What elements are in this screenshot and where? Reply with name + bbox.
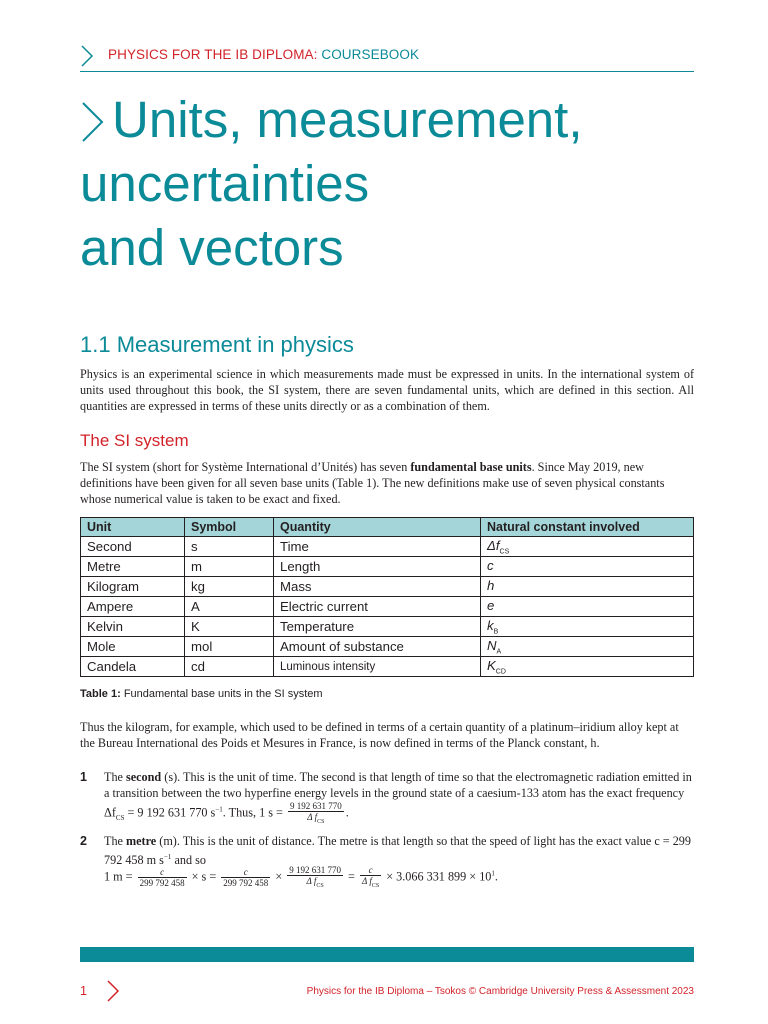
cell-symbol: A xyxy=(185,597,274,617)
col-header-constant: Natural constant involved xyxy=(481,518,694,537)
list-item-body: The metre (m). This is the unit of distance. The metre is that length so that the speed of light has the exact value c = 299 792 458 m $s^{-1}$ and so xyxy=(104,834,691,868)
table-row xyxy=(81,557,694,577)
cell-constant: $N_A$ xyxy=(481,637,694,657)
table-caption: Table 1: Fundamental base units in the SI system xyxy=(80,688,323,700)
cell-quantity: Mass xyxy=(274,577,481,597)
list-item-metre xyxy=(80,833,694,868)
list-number: 2 xyxy=(80,834,87,848)
chapter-title xyxy=(80,88,694,280)
cell-unit: Kelvin xyxy=(81,617,185,637)
cell-quantity: Temperature xyxy=(274,617,481,637)
metre-equation: 1 m = $\frac{c}{299 792 458}$ × s = $\frac{c}{299 792 458}$ × $\frac{9 192 631 770}{\Delta f_{CS}}$ = $\frac{c}{\Delta f_{CS}}$ × 3.066 331 $899 \times 10^1$. xyxy=(104,865,498,889)
fraction: $\frac{c}{299 792 458}$ xyxy=(223,867,269,889)
section-heading: 1.1 Measurement in physics xyxy=(80,332,354,357)
intro-paragraph: Physics is an experimental science in which measurements made must be expressed in units. In the international system of units used throughout this book, the SI system, there are seven fundamental units, which are defined in this section. All quantities are expressed in terms of these units directly or as a combination of them. xyxy=(80,367,694,413)
table-row xyxy=(81,657,694,677)
chapter-title-line-1: Units, measurement, xyxy=(80,88,694,152)
cell-quantity: Length xyxy=(274,557,481,577)
cell-constant: $\Delta f_{CS}$ xyxy=(481,537,694,557)
cell-symbol: s xyxy=(185,537,274,557)
si-system-paragraph: The SI system (short for Système International d’Unités) has seven fundamental base units. Since May 2019, new definitions have been given for all seven base units (Table 1). The new definitions make use of seven physical constants whose numerical value is taken to be exact and fixed. xyxy=(80,460,665,506)
cell-constant: $k_B$ xyxy=(481,617,694,637)
cell-constant: $K_{CD}$ xyxy=(481,657,694,677)
chevron-right-icon xyxy=(106,979,120,1003)
si-units-table xyxy=(80,517,694,677)
si-system-heading: The SI system xyxy=(80,431,189,450)
col-header-quantity: Quantity xyxy=(274,518,481,537)
cell-unit: Candela xyxy=(81,657,185,677)
table-row xyxy=(81,637,694,657)
cell-unit: Ampere xyxy=(81,597,185,617)
fraction: $\frac{c}{299 792 458}$ xyxy=(139,867,185,889)
cell-unit: Metre xyxy=(81,557,185,577)
list-number: 1 xyxy=(80,770,87,784)
col-header-symbol: Symbol xyxy=(185,518,274,537)
chapter-title-line-2: uncertainties xyxy=(80,155,370,212)
footer-bar xyxy=(80,947,694,962)
col-header-unit: Unit xyxy=(81,518,185,537)
table-row xyxy=(81,597,694,617)
running-header xyxy=(80,44,694,72)
cell-symbol: cd xyxy=(185,657,274,677)
chevron-right-icon xyxy=(80,44,94,68)
cell-quantity: Electric current xyxy=(274,597,481,617)
chevron-right-icon xyxy=(80,100,106,144)
cell-symbol: mol xyxy=(185,637,274,657)
header-rule xyxy=(80,71,694,72)
cell-unit: Mole xyxy=(81,637,185,657)
cell-quantity: Amount of substance xyxy=(274,637,481,657)
table-header-row xyxy=(81,518,694,537)
table-row xyxy=(81,537,694,557)
table-row xyxy=(81,577,694,597)
page-number: 1 xyxy=(80,984,87,998)
fraction: $\frac{9 192 631 770}{\Delta f_{CS}}$ xyxy=(289,865,341,889)
cell-constant: c xyxy=(481,557,694,577)
footer-credit: Physics for the IB Diploma – Tsokos © Cambridge University Press & Assessment 2023 xyxy=(306,986,694,997)
cell-quantity: Luminous intensity xyxy=(274,657,481,677)
fraction: $\frac{c}{\Delta f_{CS}}$ xyxy=(361,865,380,889)
list-item-second xyxy=(80,769,694,827)
list-item-body: The second (s). This is the unit of time. The second is that length of time so that the electromagnetic radiation emitted in a transition between the two hyperfine energy levels in the ground state of a caesium-133 atom has the exact frequency $\Delta f_{CS} = 9$ 192 631 770 $s^{-1}$. Thus, 1 s = $\frac{9 192 631 770}{\Delta f_{CS}}$ . xyxy=(104,770,692,825)
cell-unit: Kilogram xyxy=(81,577,185,597)
cell-symbol: kg xyxy=(185,577,274,597)
cell-unit: Second xyxy=(81,537,185,557)
cell-quantity: Time xyxy=(274,537,481,557)
chapter-title-line-3: and vectors xyxy=(80,219,344,276)
cell-symbol: m xyxy=(185,557,274,577)
cell-constant: e xyxy=(481,597,694,617)
table-row xyxy=(81,617,694,637)
running-title: PHYSICS FOR THE IB DIPLOMA: COURSEBOOK xyxy=(108,47,420,62)
kilogram-paragraph: Thus the kilogram, for example, which used to be defined in terms of a certain quantity of a platinum–iridium alloy kept at the Bureau International des Poids et Mesures in France, is now defined in terms of the Planck constant, h. xyxy=(80,720,679,750)
fraction: $\frac{9 192 631 770}{\Delta f_{CS}}$ xyxy=(289,801,342,825)
cell-constant: h xyxy=(481,577,694,597)
cell-symbol: K xyxy=(185,617,274,637)
